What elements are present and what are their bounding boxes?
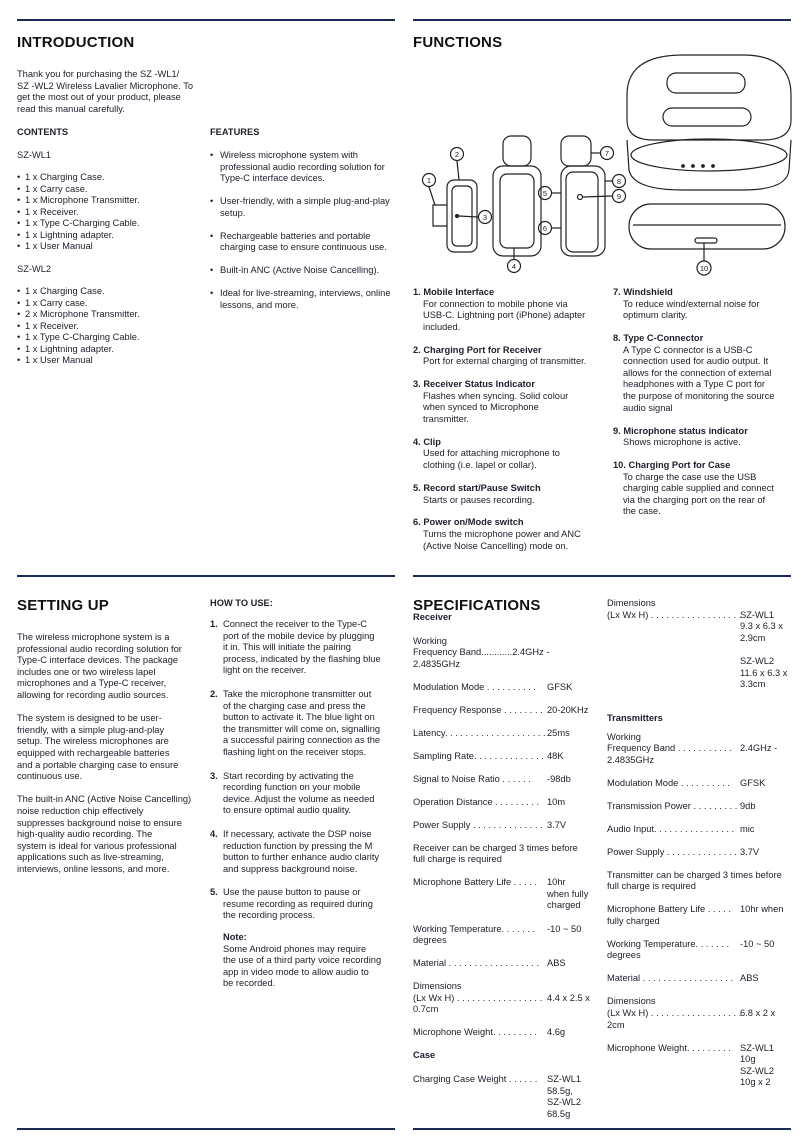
product-diagram xyxy=(413,50,803,282)
how-to-use-heading: HOW TO USE: xyxy=(210,598,273,608)
spec-row: Sampling Rate. . . . . . . . . . . . . . 48K xyxy=(413,750,564,761)
function-item: 9. Microphone status indicator Shows microphone is active. xyxy=(613,425,748,448)
features-list xyxy=(210,150,396,323)
spec-row: Transmitter can be charged 3 times before full charge is required xyxy=(607,869,782,892)
functions-heading: FUNCTIONS xyxy=(413,34,503,51)
list-item: • 1 x Charging Case. xyxy=(17,172,197,184)
receiver-heading: Receiver xyxy=(413,612,452,622)
function-item: 6. Power on/Mode switch Turns the microphone power and ANC (Active Noise Cancelling) mode on. xyxy=(413,517,581,551)
features-heading: FEATURES xyxy=(210,127,260,137)
callout-6 xyxy=(539,222,562,235)
transmitters-heading: Transmitters xyxy=(607,713,663,723)
spec-row: Working Frequency Band............2.4GHz - 2.4835GHz xyxy=(413,635,550,669)
list-item: • 1 x Lightning adapter. xyxy=(17,230,197,242)
charging-case-open xyxy=(627,55,791,190)
wl2-title: SZ-WL2 xyxy=(17,264,52,274)
list-item: • 1 x Type C-Charging Cable. xyxy=(17,218,197,230)
callout-8 xyxy=(605,175,626,188)
spec-row: Power Supply . . . . . . . . . . . . . . 3.7V xyxy=(413,819,567,830)
case-and-transmitter-specs xyxy=(607,598,793,1100)
step-item: 3. Start recording by activating the recording function on your mobile device. Adjust the volume as needed to ensure optimal audio quality. xyxy=(210,770,375,816)
spec-row: Operation Distance . . . . . . . . . 10m xyxy=(413,796,566,807)
callout-label: 1 xyxy=(426,176,432,185)
charging-case-closed xyxy=(629,204,785,249)
list-item: • 2 x Microphone Transmitter. xyxy=(17,309,197,321)
list-item: • 1 x Lightning adapter. xyxy=(17,344,197,356)
wl1-contents-list xyxy=(17,172,197,253)
list-item: • 1 x Type C-Charging Cable. xyxy=(17,332,197,344)
step-item: 4. If necessary, activate the DSP noise reduction function by pressing the M button to further enhance audio clarity and suppress background noise. xyxy=(210,828,380,874)
function-item: 8. Type C-Connector A Type C connector is a USB-C connection used for audio output. It allows for the connection of external headphones with a Type C port for the purpose of monitoring the source audio signal xyxy=(613,333,775,413)
receiver-specs xyxy=(413,612,599,1131)
case-heading: Case xyxy=(413,1050,436,1061)
spec-row: Dimensions (Lx Wx H) . . . . . . . . . . . . . . . . . . SZ-WL1 9.3 x 6.3 x 2.9cm SZ-WL2 11.6 x 6.3 x 3.3cm xyxy=(607,598,788,690)
function-item: 10. Charging Port for Case To charge the case use the USB charging cable supplied and connect via the charging port on the rear of the case. xyxy=(613,460,774,517)
spec-row: Material . . . . . . . . . . . . . . . . . . ABS xyxy=(413,958,566,969)
functions-list-right xyxy=(613,287,795,529)
how-to-use-steps xyxy=(210,619,396,1002)
callout-5 xyxy=(539,187,562,200)
list-item: • Rechargeable batteries and portable charging case to ensure continuous use. xyxy=(210,231,396,254)
callout-label: 7 xyxy=(604,149,610,158)
setup-text: The wireless microphone system is a professional audio recording solution for Type-C interface devices. The package includes one or two wireless lapel microphones and a Type-C receiver, allowing for recording audio sources. The system is designed to be user- friendly, with a simple plug-and-play setup. The wireless microphones are equipped with rechargeable batteries and a portable charging case to ensure continuous use. The built-in ANC (Active Noise Cancelling) noise reduction chip effectively suppresses background noise to ensure high-quality audio recording. The system is ideal for various professional applications such as live-streaming, interviews, online lessons, and more. xyxy=(17,632,192,874)
callout-label: 5 xyxy=(542,189,548,198)
list-item: • 1 x Charging Case. xyxy=(17,286,197,298)
list-item: • 1 x Carry case. xyxy=(17,184,197,196)
spec-row: Microphone Weight. . . . . . . . . 4.6g xyxy=(413,1027,566,1038)
callout-7 xyxy=(591,147,614,160)
spec-row: Charging Case Weight . . . . . . SZ-WL1 58.5g, SZ-WL2 68.5g xyxy=(413,1073,582,1119)
spec-row: Modulation Mode . . . . . . . . . . GFSK xyxy=(413,681,573,692)
top-rule-left xyxy=(17,19,395,21)
list-item: • 1 x User Manual xyxy=(17,355,197,367)
spec-row: Microphone Weight. . . . . . . . . SZ-WL1 10g SZ-WL2 10g x 2 xyxy=(607,1042,775,1088)
list-item: • 1 x Receiver. xyxy=(17,207,197,219)
spec-row: Material . . . . . . . . . . . . . . . . . . ABS xyxy=(607,973,759,984)
function-item: 3. Receiver Status Indicator Flashes when syncing. Solid colour when synced to Microphone transmitter. xyxy=(413,379,569,424)
bottom-rule-left xyxy=(17,1128,395,1130)
function-item: 1. Mobile Interface For connection to mobile phone via USB-C. Lightning port (iPhone) adapter included. xyxy=(413,287,586,332)
step-item: 5. Use the pause button to pause or resume recording as required during the recording process. xyxy=(210,887,373,921)
transmitter-front xyxy=(493,136,541,256)
spec-row: Frequency Response . . . . . . . . 20-20KHz xyxy=(413,704,589,715)
callout-label: 10 xyxy=(699,264,709,273)
introduction-heading: INTRODUCTION xyxy=(17,34,135,51)
top-rule-right xyxy=(413,19,791,21)
callout-label: 9 xyxy=(616,192,622,201)
function-item: 2. Charging Port for Receiver Port for external charging of transmitter. xyxy=(413,344,587,367)
callout-label: 6 xyxy=(542,224,548,233)
spec-row: Power Supply . . . . . . . . . . . . . . 3.7V xyxy=(607,846,760,857)
list-item: • Built-in ANC (Active Noise Cancelling). xyxy=(210,265,396,277)
step-item: 1. Connect the receiver to the Type-C port of the mobile device by plugging it in. This will initiate the pairing process, indicated by the flashing blue light on the receiver. xyxy=(210,619,381,676)
list-item: • 1 x Microphone Transmitter. xyxy=(17,195,197,207)
spec-row: Dimensions (Lx Wx H) . . . . . . . . . . . . . . . . . . 6.8 x 2 x 2cm xyxy=(607,996,776,1030)
callout-label: 2 xyxy=(454,150,460,159)
list-item: • Wireless microphone system with professional audio recording solution for Type-C interface devices. xyxy=(210,150,396,185)
list-item: • User-friendly, with a simple plug-and-play setup. xyxy=(210,196,396,219)
wl2-contents-list xyxy=(17,286,197,367)
setting-up-heading: SETTING UP xyxy=(17,597,110,614)
functions-list-left xyxy=(413,287,605,563)
spec-row: Working Frequency Band . . . . . . . . . . . 2.4GHz - 2.4835GHz xyxy=(607,731,778,765)
spec-row: Transmission Power . . . . . . . . . 9db xyxy=(607,800,756,811)
spec-row: Working Temperature. . . . . . . -10 ~ 50 degrees xyxy=(413,923,582,946)
list-item: • Ideal for live-streaming, interviews, online lessons, and more. xyxy=(210,288,396,311)
spec-row: Receiver can be charged 3 times before full charge is required xyxy=(413,842,578,865)
function-item: 7. Windshield To reduce wind/external noise for optimum clarity. xyxy=(613,287,760,321)
middle-rule-left xyxy=(17,575,395,577)
list-item: • 1 x Carry case. xyxy=(17,298,197,310)
intro-text: Thank you for purchasing the SZ -WL1/ SZ -WL2 Wireless Lavalier Microphone. To get the most out of your product, please read this manual carefully. xyxy=(17,69,194,114)
spec-row: Dimensions (Lx Wx H) . . . . . . . . . . . . . . . . . 4.4 x 2.5 x 0.7cm xyxy=(413,981,590,1015)
middle-rule-right xyxy=(413,575,791,577)
spec-row: Modulation Mode . . . . . . . . . . GFSK xyxy=(607,777,766,788)
specifications-heading: SPECIFICATIONS xyxy=(413,597,541,614)
spec-row: Latency. . . . . . . . . . . . . . . . . . . . 25ms xyxy=(413,727,570,738)
callout-label: 8 xyxy=(616,177,622,186)
spec-row: Signal to Noise Ratio . . . . . . -98db xyxy=(413,773,571,784)
function-item: 4. Clip Used for attaching microphone to clothing (i.e. lapel or collar). xyxy=(413,436,560,471)
function-item: 5. Record start/Pause Switch Starts or pauses recording. xyxy=(413,482,541,505)
spec-row: Microphone Battery Life . . . . . 10hr when fully charged xyxy=(413,877,589,911)
callout-label: 4 xyxy=(511,262,517,271)
list-item: • 1 x User Manual xyxy=(17,241,197,253)
note: Note: Some Android phones may require the use of a third party voice recording app in video mode to allow audio to be recorded. xyxy=(223,932,382,989)
step-item: 2. Take the microphone transmitter out of the charging case and press the button to activate it. The blue light on the transmitter will come on, signalling a successful pairing connection as the flashing light on the receiver stops. xyxy=(210,688,381,757)
list-item: • 1 x Receiver. xyxy=(17,321,197,333)
wl1-title: SZ-WL1 xyxy=(17,150,52,160)
spec-row: Microphone Battery Life . . . . . 10hr when fully charged xyxy=(607,904,784,926)
spec-row: Working Temperature. . . . . . . -10 ~ 50 degrees xyxy=(607,938,775,961)
callout-label: 3 xyxy=(482,213,488,222)
spec-row: Audio Input. . . . . . . . . . . . . . . . mic xyxy=(607,823,755,834)
contents-heading: CONTENTS xyxy=(17,127,69,137)
